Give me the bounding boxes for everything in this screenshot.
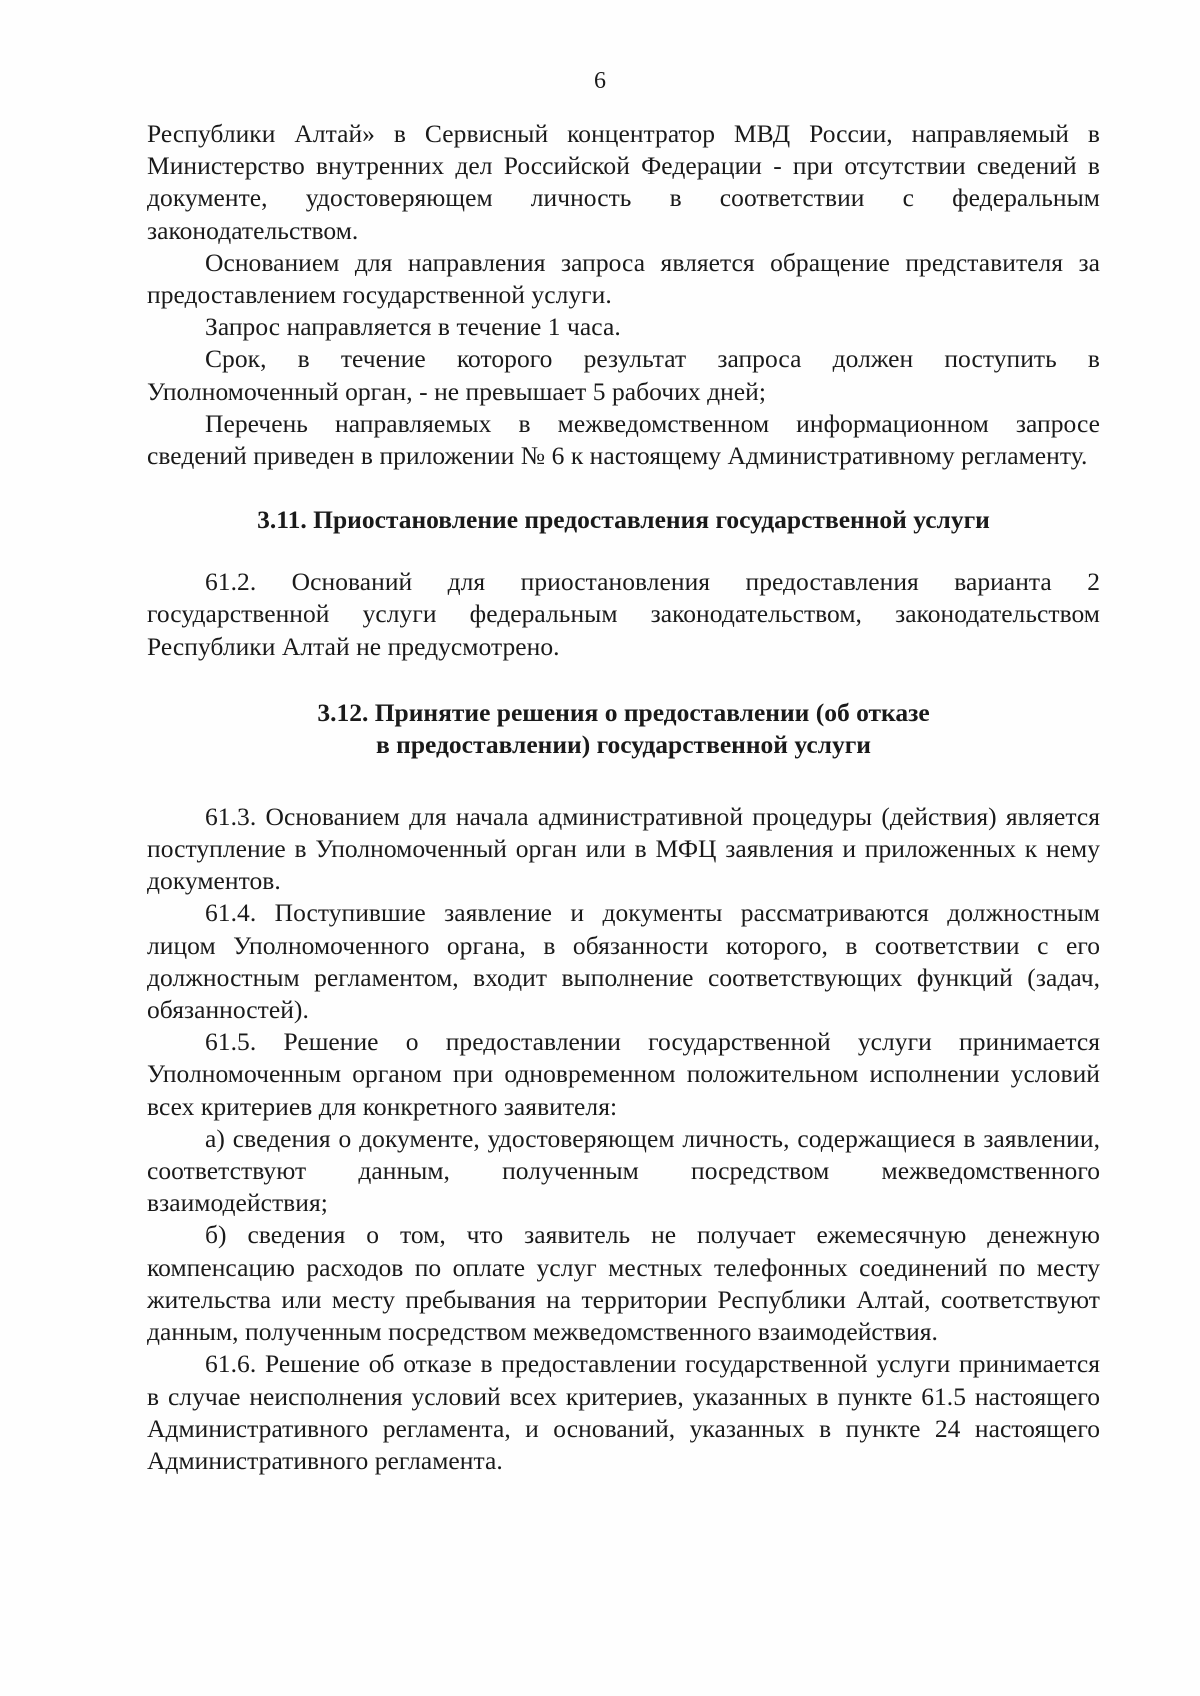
paragraph-request-time: Запрос направляется в течение 1 часа.: [205, 312, 621, 342]
section-heading-3-11: 3.11. Приостановление предоставления государственной услуги: [257, 505, 990, 535]
paragraph-61-4: 61.4. Поступившие заявление и документы рассматриваются должностным лицом Уполномоченного органа, в обязанности которого, в соответствии с его должностным регламентом, входит выполнение соответствующих функций (задач, обязанностей).: [147, 898, 1100, 1025]
paragraph-61-5: 61.5. Решение о предоставлении государственной услуги принимается Уполномоченным органом при одновременном положительном исполнении условий всех критериев для конкретного заявителя:: [147, 1027, 1100, 1121]
paragraph-response-deadline: Срок, в течение которого результат запроса должен поступить в Уполномоченный орган, - не превышает 5 рабочих дней;: [147, 344, 1100, 406]
paragraph-61-5-a: а) сведения о документе, удостоверяющем личность, содержащиеся в заявлении, соответствуют данным, полученным посредством межведомственного взаимодействия;: [147, 1123, 1100, 1218]
section-heading-3-12: [147, 697, 1100, 761]
section-heading-3-12-line2: в предоставлении) государственной услуги: [376, 729, 871, 759]
page-number: 6: [594, 68, 606, 94]
paragraph-continuation: Республики Алтай» в Сервисный концентратор МВД России, направляемый в Министерство внутренних дел Российской Федерации - при отсутствии сведений в документе, удостоверяющем личность в соответствии с федеральным законодательством.: [147, 119, 1100, 245]
paragraph-61-6: 61.6. Решение об отказе в предоставлении государственной услуги принимается в случае неисполнения условий всех критериев, указанных в пункте 61.5 настоящего Административного регламента, и оснований, указанных в пункте 24 настоящего Административного регламента.: [147, 1349, 1100, 1475]
paragraph-61-3: 61.3. Основанием для начала административной процедуры (действия) является поступление в Уполномоченный орган или в МФЦ заявления и приложенных к нему документов.: [147, 801, 1100, 896]
paragraph-info-list: Перечень направляемых в межведомственном информационном запросе сведений приведен в приложении № 6 к настоящему Административному регламенту.: [147, 408, 1100, 471]
paragraph-61-2: 61.2. Оснований для приостановления предоставления варианта 2 государственной услуги федеральным законодательством, законодательством Республики Алтай не предусмотрено.: [147, 567, 1100, 661]
document-body: [147, 118, 1100, 1477]
paragraph-request-basis: Основанием для направления запроса является обращение представителя за предоставлением государственной услуги.: [147, 247, 1100, 310]
section-heading-3-12-line1: 3.12. Принятие решения о предоставлении (об отказе: [317, 697, 930, 727]
paragraph-61-5-b: б) сведения о том, что заявитель не получает ежемесячную денежную компенсацию расходов по оплате услуг местных телефонных соединений по месту жительства или месту пребывания на территории Республики Алтай, соответствуют данным, полученным посредством межведомственного взаимодействия.: [147, 1220, 1100, 1347]
